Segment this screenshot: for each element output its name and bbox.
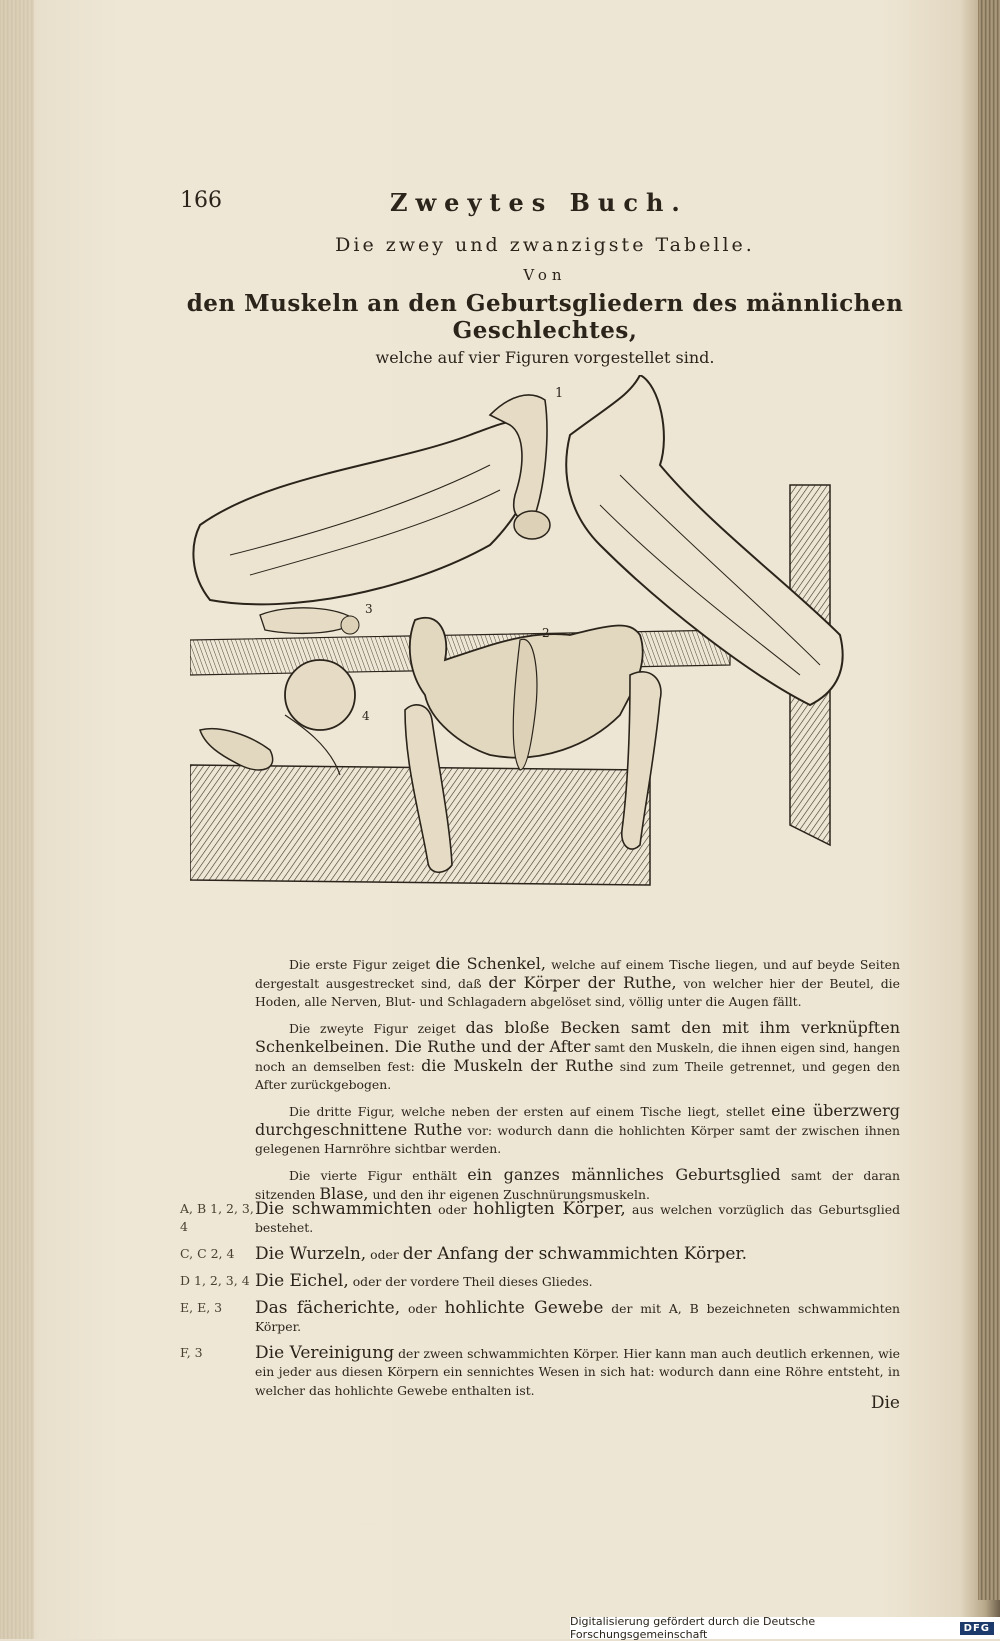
figure-descriptions bbox=[255, 955, 900, 1212]
anatomical-plate bbox=[190, 375, 870, 920]
figure-1-number: 1 bbox=[555, 386, 564, 401]
entry-emphasis: Die Wurzeln, bbox=[255, 1244, 367, 1264]
p4-text-c: und den ihr eigenen Zuschnürungsmuskeln. bbox=[368, 1187, 650, 1202]
entry-emphasis-2: hohligten Körper, bbox=[473, 1199, 626, 1219]
sub-title: welche auf vier Figuren vorgestellet sind. bbox=[375, 348, 715, 367]
entry-text bbox=[255, 1200, 900, 1237]
entry-text bbox=[255, 1299, 900, 1336]
paragraph-figure-1 bbox=[255, 955, 900, 1011]
p2-emphasis-2: die Muskeln der Ruthe bbox=[421, 1056, 614, 1075]
p4-text-a: Die vierte Figur enthält bbox=[289, 1168, 468, 1183]
entry-emphasis: Die schwammichten bbox=[255, 1199, 432, 1219]
page-header bbox=[180, 188, 910, 218]
p3-text-b: vor: wodurch dann die hohlichten Körper samt der zwischen ihnen gelegenen Harnröhre sichtbar werden. bbox=[255, 1123, 900, 1156]
p4-text-b: samt der daran sitzenden bbox=[255, 1168, 900, 1202]
legend-entries bbox=[180, 1200, 900, 1408]
legend-entry bbox=[180, 1299, 900, 1336]
entry-label: C, C 2, 4 bbox=[180, 1246, 235, 1261]
title-von: Von bbox=[523, 266, 567, 284]
entry-emphasis: Die Vereinigung bbox=[255, 1343, 395, 1363]
entry-emphasis: Die Eichel, bbox=[255, 1271, 349, 1291]
entry-mid: oder der vordere Theil dieses Gliedes. bbox=[348, 1274, 593, 1289]
entry-emphasis-2: der Anfang der schwammichten Körper. bbox=[402, 1244, 748, 1264]
p3-text-a: Die dritte Figur, welche neben der ersten auf einem Tische liegt, stellet bbox=[289, 1104, 772, 1119]
book-binding bbox=[0, 0, 34, 1639]
entry-label: F, 3 bbox=[180, 1345, 203, 1360]
p4-emphasis-1: ein ganzes männliches Geburtsglied bbox=[467, 1165, 781, 1184]
p1-text-a: Die erste Figur zeiget bbox=[289, 957, 436, 972]
dfg-logo: DFG bbox=[960, 1622, 994, 1635]
entry-mid: oder bbox=[431, 1202, 474, 1217]
footer-text: Digitalisierung gefördert durch die Deutsche Forschungsgemeinschaft bbox=[570, 1615, 816, 1641]
entry-mid: oder bbox=[366, 1247, 403, 1262]
p2-text-a: Die zweyte Figur zeiget bbox=[289, 1021, 466, 1036]
entry-emphasis-2: hohlichte Gewebe bbox=[444, 1298, 604, 1318]
p2-text-b: samt den Muskeln, die ihnen eigen sind, hangen noch an demselben fest: bbox=[255, 1040, 900, 1074]
entry-emphasis: Das fächerichte, bbox=[255, 1298, 401, 1318]
p2-text-c: sind zum Theile getrennet, und gegen den After zurückgebogen. bbox=[255, 1059, 900, 1092]
entry-mid: der zween schwammichten Körper. Hier kann man auch deutlich erkennen, wie ein jeder aus diesen Körpern ein sennichtes Wesen in sich hat: wodurch dann eine Röhre entsteht, in welcher das hohlichte Gewebe enthalten ist. bbox=[255, 1346, 900, 1398]
entry-label: E, E, 3 bbox=[180, 1300, 223, 1315]
legend-entry bbox=[180, 1344, 900, 1400]
page-edge bbox=[978, 0, 1000, 1600]
figure-3-section bbox=[260, 602, 373, 634]
legend-entry bbox=[180, 1272, 900, 1291]
figure-4-number: 4 bbox=[362, 709, 370, 723]
entry-text bbox=[255, 1272, 900, 1291]
p3-emphasis-1: eine überzwerg durchgeschnittene Ruthe bbox=[255, 1101, 900, 1139]
title-block bbox=[180, 234, 910, 367]
legend-entry bbox=[180, 1245, 900, 1264]
p4-emphasis-2: Blase, bbox=[319, 1184, 369, 1203]
paragraph-figure-3 bbox=[255, 1102, 900, 1158]
engraving-illustration bbox=[190, 375, 870, 920]
catchword: Die bbox=[870, 1393, 900, 1413]
entry-label: A, B 1, 2, 3, 4 bbox=[180, 1201, 254, 1234]
p2-emphasis-1: das bloße Becken samt den mit ihm verknüpften Schenkelbeinen. Die Ruthe und der After bbox=[255, 1018, 900, 1056]
entry-label: D 1, 2, 3, 4 bbox=[180, 1273, 250, 1288]
figure-3-number: 3 bbox=[365, 602, 373, 616]
figure-4-organ bbox=[200, 660, 370, 775]
running-head: Zweytes Buch. bbox=[390, 188, 688, 217]
p1-text-c: von welcher hier der Beutel, die Hoden, alle Nerven, Blut- und Schlagadern abgelöset sind, völlig unter die Augen fällt. bbox=[255, 976, 900, 1009]
entry-rest: der mit A, B bezeichneten schwammichten Körper. bbox=[255, 1301, 901, 1334]
legend-entry bbox=[180, 1200, 900, 1237]
page-number: 166 bbox=[180, 188, 222, 213]
paragraph-figure-2 bbox=[255, 1019, 900, 1094]
entry-mid: oder bbox=[400, 1301, 445, 1316]
figure-2-number: 2 bbox=[542, 626, 550, 640]
p1-emphasis-1: die Schenkel, bbox=[435, 954, 546, 973]
entry-text bbox=[255, 1344, 900, 1400]
digitization-footer bbox=[570, 1617, 1000, 1639]
entry-rest: aus welchen vorzüglich das Geburtsglied bestehet. bbox=[255, 1202, 900, 1235]
entry-text bbox=[255, 1245, 900, 1264]
main-title: den Muskeln an den Geburtsgliedern des männlichen Geschlechtes, bbox=[186, 290, 904, 344]
table-title: Die zwey und zwanzigste Tabelle. bbox=[335, 234, 755, 256]
p1-text-b: welche auf einem Tische liegen, und auf beyde Seiten dergestalt ausgestrecket sind, daß bbox=[255, 957, 900, 991]
p1-emphasis-2: der Körper der Ruthe, bbox=[488, 973, 677, 992]
